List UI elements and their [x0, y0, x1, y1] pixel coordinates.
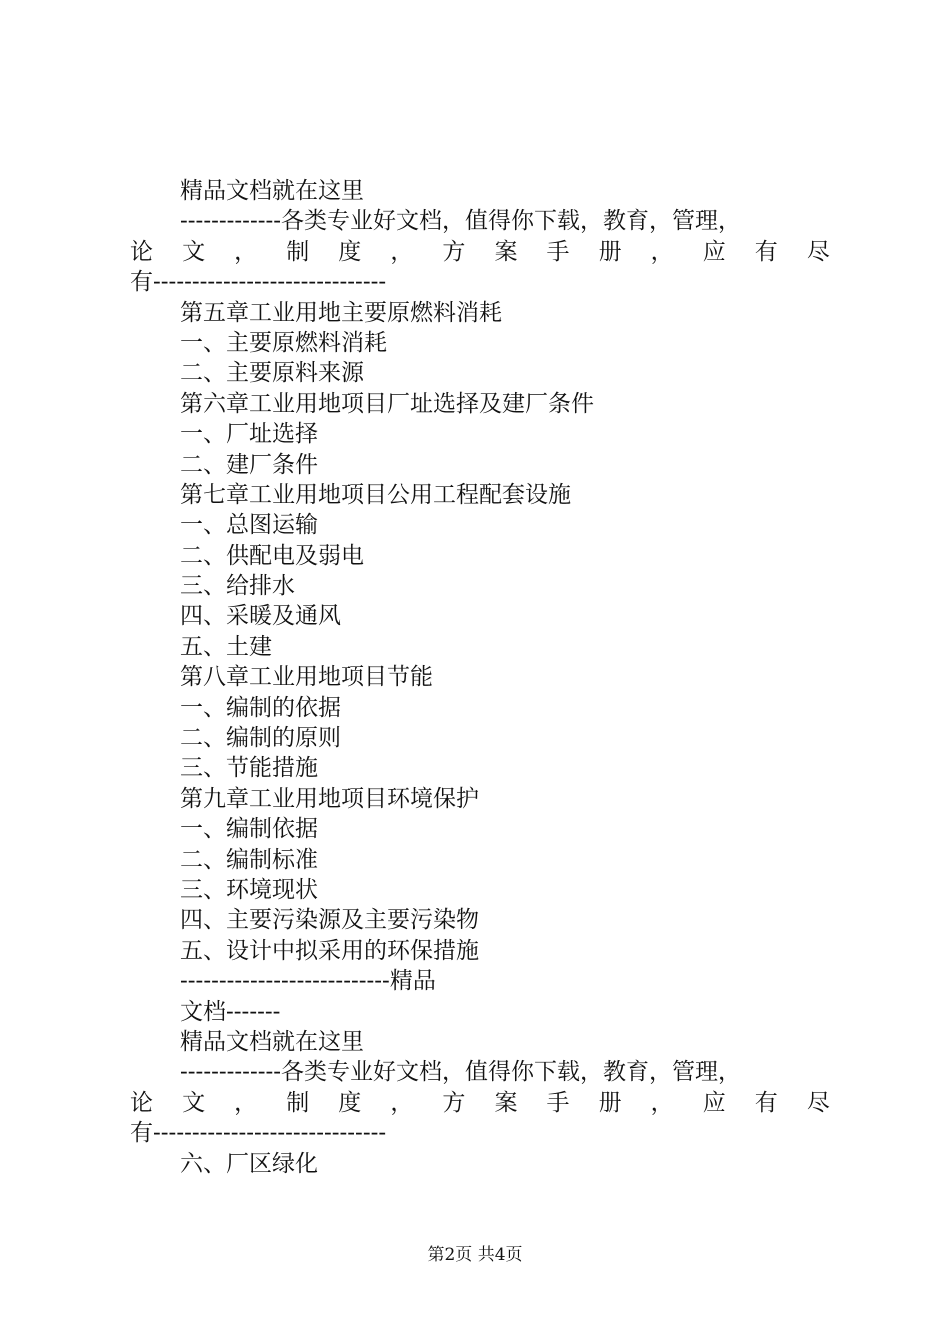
- toc-line: 第八章工业用地项目节能: [180, 664, 433, 691]
- banner-spread-line: [130, 1088, 830, 1118]
- spread-char: 册: [598, 1089, 622, 1116]
- toc-line: 一、编制依据: [180, 816, 318, 843]
- spread-char: ，: [390, 1089, 414, 1116]
- spread-char: 度: [338, 238, 362, 265]
- toc-line: 五、设计中拟采用的环保措施: [180, 937, 479, 964]
- toc-line: 一、厂址选择: [180, 421, 318, 448]
- banner-title: 精品文档就在这里: [180, 178, 364, 204]
- spread-char: 册: [598, 238, 622, 265]
- toc-line: 三、给排水: [180, 573, 295, 600]
- toc-line: 一、主要原燃料消耗: [180, 329, 387, 356]
- spread-char: 方: [442, 238, 466, 265]
- spread-char: 应: [702, 1089, 726, 1116]
- toc-line: 第七章工业用地项目公用工程配套设施: [180, 481, 571, 508]
- toc-line: 四、主要污染源及主要污染物: [180, 907, 479, 934]
- banner-end-line: 有------------------------------: [130, 1120, 387, 1147]
- spread-char: 案: [494, 238, 518, 265]
- spread-char: 手: [546, 1089, 570, 1116]
- spread-char: ，: [234, 238, 258, 265]
- toc-line: 二、供配电及弱电: [180, 542, 364, 569]
- toc-line: 三、环境现状: [180, 876, 318, 903]
- spread-char: 度: [338, 1089, 362, 1116]
- toc-line: 二、主要原料来源: [180, 360, 364, 387]
- spread-char: 应: [702, 238, 726, 265]
- banner-dash-line: -------------各类专业好文档，值得你下载，教育，管理，: [180, 208, 742, 235]
- spread-char: 案: [494, 1089, 518, 1116]
- spread-char: ，: [650, 1089, 674, 1116]
- spread-char: ，: [390, 238, 414, 265]
- page-footer: 第2页 共4页: [427, 1245, 523, 1265]
- toc-line: 第九章工业用地项目环境保护: [180, 785, 479, 812]
- toc-line: 二、建厂条件: [180, 451, 318, 478]
- spread-char: 有: [754, 1089, 778, 1116]
- banner-title: 精品文档就在这里: [180, 1028, 364, 1055]
- toc-line: 第六章工业用地项目厂址选择及建厂条件: [180, 390, 594, 417]
- toc-line: 一、总图运输: [180, 512, 318, 539]
- toc-line: 第五章工业用地主要原燃料消耗: [180, 299, 502, 326]
- banner-spread-line: [130, 237, 830, 267]
- spread-char: 制: [286, 238, 310, 265]
- spread-char: 论: [130, 1089, 153, 1116]
- closing-dash-line: ---------------------------精品: [180, 968, 436, 995]
- spread-char: 尽: [806, 238, 830, 265]
- toc-line: 一、编制的依据: [180, 694, 341, 721]
- spread-char: 有: [754, 238, 778, 265]
- spread-char: 手: [546, 238, 570, 265]
- banner-dash-line: -------------各类专业好文档，值得你下载，教育，管理，: [180, 1059, 742, 1086]
- toc-line: 三、节能措施: [180, 755, 318, 782]
- document-body: [130, 176, 835, 1179]
- toc-line: 二、编制标准: [180, 846, 318, 873]
- spread-char: 方: [442, 1089, 466, 1116]
- toc-line: 五、土建: [180, 633, 272, 660]
- spread-char: 制: [286, 1089, 310, 1116]
- toc-line: 四、采暖及通风: [180, 603, 341, 630]
- banner-end-line: 有------------------------------: [130, 269, 387, 296]
- spread-char: ，: [234, 1089, 258, 1116]
- closing-dash-line-2: 文档-------: [180, 998, 281, 1025]
- spread-char: 尽: [806, 1089, 830, 1116]
- toc-line: 六、厂区绿化: [180, 1150, 318, 1177]
- spread-char: 文: [182, 238, 206, 265]
- spread-char: 文: [182, 1089, 206, 1116]
- spread-char: ，: [650, 238, 674, 265]
- toc-line: 二、编制的原则: [180, 725, 341, 752]
- spread-char: 论: [130, 238, 153, 265]
